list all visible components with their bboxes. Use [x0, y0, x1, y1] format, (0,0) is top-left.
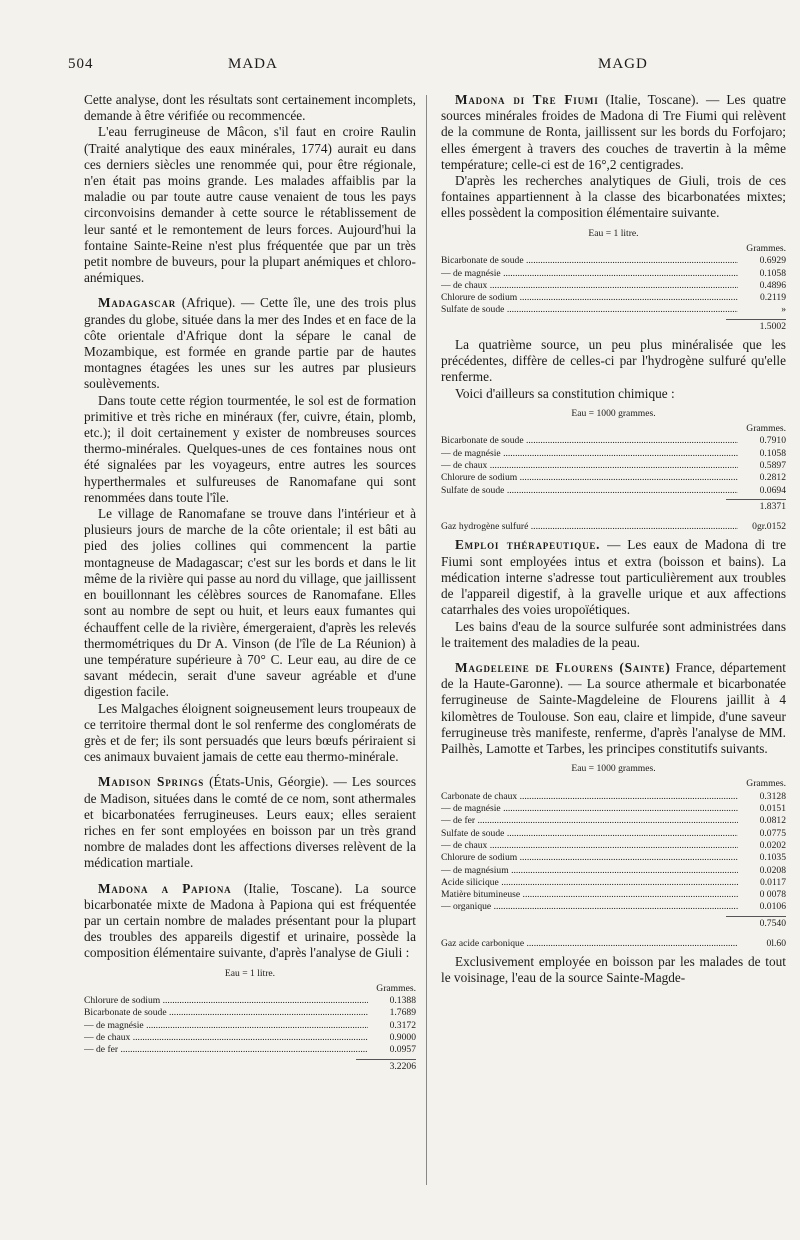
substance-name: Matière bitumineuse .....: [441, 889, 738, 901]
table-total: 3.2206: [356, 1059, 416, 1073]
substance-value: 0.0106: [759, 901, 786, 913]
table-row: [441, 840, 786, 852]
paragraph: Exclusivement employée en boisson par les malades de tout le voisinage, l'eau de la source Sainte-Magde-: [441, 954, 786, 986]
substance-name: — de magnésium .....: [441, 865, 738, 877]
substance-value: 0.2812: [759, 472, 786, 484]
table-row: [441, 901, 786, 913]
composition-table: [441, 763, 786, 950]
entry-text: (Italie, Toscane). — Les quatre sources minérales froides de Madona di Tre Fiumi qui relèvent de la commune de Ronta, jaillissent sur les bords du Forfojaro; elles émergent à travers des couches de travertin à la même température; celle-ci est de 16°,2 centigrades.: [441, 92, 786, 172]
table-row: [441, 852, 786, 864]
substance-name: Bicarbonate de soude .....: [441, 255, 738, 267]
substance-value: 0.1388: [389, 995, 416, 1007]
table-row: [441, 815, 786, 827]
substance-name: — de magnésie .....: [84, 1020, 368, 1032]
substance-name: — de chaux .....: [441, 280, 738, 292]
composition-table: [441, 408, 786, 534]
entry-title: Madona a Papiona: [98, 880, 232, 896]
table-unit: Grammes.: [746, 778, 786, 790]
substance-value: 0.0117: [759, 876, 786, 888]
table-unit: Grammes.: [376, 982, 416, 994]
entry-magdeleine: [441, 660, 786, 757]
table-row: [441, 448, 786, 460]
substance-value: 0.2119: [759, 292, 786, 304]
substance-name: — de chaux .....: [441, 460, 738, 472]
composition-table: [84, 968, 416, 1073]
substance-value: 0.1035: [759, 852, 786, 864]
table-row: [84, 1032, 416, 1044]
paragraph: Dans toute cette région tourmentée, le sol est de formation primitive et très riche en minéraux (fer, cuivre, étain, plomb, etc.); il doit certainement y exister de nombreuses sources thermo-minérales. Quelques-unes de ces fontaines nous ont été signalées par les voyageurs, entre autres les sources hyperthermales et sulfureuses de Ranomafane qui sont renommées dans toute l'île.: [84, 392, 416, 505]
entry-text: — Les eaux de Madona di tre Fiumi sont employées intus et extra (boisson et bains). La médication interne s'adresse tout particulièrement aux troubles de l'appareil digestif, à la gravelle urique et aux affections catarrhales des voies uropoïétiques.: [441, 537, 786, 618]
entry-emploi: [441, 537, 786, 618]
page-number: 504: [68, 56, 94, 72]
gas-value: 0gr.0152: [752, 521, 786, 533]
substance-name: — de magnésie .....: [441, 448, 738, 460]
substance-name: Chlorure de sodium .....: [441, 292, 738, 304]
substance-value: 0.0775: [759, 827, 786, 839]
substance-value: 0 0078: [759, 889, 786, 901]
table-row: [441, 938, 786, 950]
substance-value: 0.0957: [389, 1044, 416, 1056]
gas-value: 0l.60: [766, 937, 786, 949]
table-row: [441, 460, 786, 472]
substance-value: 0.3172: [389, 1019, 416, 1031]
column-divider: [426, 95, 427, 1185]
entry-madison: [84, 774, 416, 871]
table-row: [441, 828, 786, 840]
substance-value: 0.0208: [759, 864, 786, 876]
paragraph: D'après les recherches analytiques de Giuli, trois de ces fontaines appartiennent à la classe des bicarbonatées mixtes; elles possèdent la composition élémentaire suivante.: [441, 173, 786, 221]
paragraph: Les Malgaches éloignent soigneusement leurs troupeaux de ce territoire thermal dont le sol renferme des conglomérats de grès et de fer; ils sont persuadés que leurs bœufs périraient si ces animaux buvaient jamais de cette eau thermo-minérale.: [84, 700, 416, 765]
paragraph: Voici d'ailleurs sa constitution chimique :: [455, 385, 675, 401]
substance-value: 1.7689: [389, 1007, 416, 1019]
right-column: [441, 92, 786, 987]
table-caption: Eau = 1000 grammes.: [571, 763, 656, 775]
table-row: [441, 255, 786, 267]
substance-name: Chlorure de sodium .....: [441, 472, 738, 484]
substance-value: 0.0151: [759, 803, 786, 815]
table-row: [441, 292, 786, 304]
substance-name: Carbonate de chaux .....: [441, 791, 738, 803]
substance-name: Chlorure de sodium .....: [84, 995, 368, 1007]
table-total: 1.8371: [726, 499, 786, 513]
substance-name: — de fer .....: [441, 815, 738, 827]
table-caption: Eau = 1000 grammes.: [571, 407, 656, 419]
table-caption: Eau = 1 litre.: [588, 227, 639, 239]
table-row: [441, 435, 786, 447]
table-row: [441, 472, 786, 484]
entry-text: (Afrique). — Cette île, une des trois plus grandes du globe, située dans la mer des Indes et en face de la côte orientale d'Afrique dont la sépare le canal de Mozambique, est formée en grande partie par de hautes montagnes étagées les unes sur les autres par plusieurs soulèvements.: [84, 295, 416, 392]
substance-name: Sulfate de soude .....: [441, 485, 738, 497]
substance-name: Acide silicique .....: [441, 877, 738, 889]
entry-madagascar: [84, 295, 416, 392]
table-row: [441, 803, 786, 815]
paragraph: Le village de Ranomafane se trouve dans l'intérieur et à plusieurs jours de marche de la côte orientale; il est bâti au pied des jolies collines qui commencent la partie montagneuse de Madagascar; c'est sur les bords et dans le lit même de la rivière qui passe au nord du village, que jaillissent en bouillonnant les célèbres sources de Ranomafane. Elles sont au nombre de sept ou huit, et leurs eaux fumantes qui échauffent celle de la rivière, émergeraient, d'après les relevés thermométriques du Dr A. Vinson (de l'île de La Réunion) à une température supérieure à 70° C. Leur eau, au dire de ce savant médecin, serait d'une saveur agréable et d'une digestion facile.: [84, 506, 416, 700]
paragraph: Cette analyse, dont les résultats sont certainement incomplets, demande à être vérifiée ou recommencée.: [84, 92, 416, 124]
entry-text: (États-Unis, Géorgie). — Les sources de Madison, situées dans le comté de ce nom, sont athermales et bicarbonatées ferrugineuses. Leurs eaux; elles seraient riches en fer sont employées en boisson par un très grand nombre de malades dont les affections diverses relèvent de la médication martiale.: [84, 774, 416, 871]
table-total: 1.5002: [726, 319, 786, 333]
table-unit: Grammes.: [746, 242, 786, 254]
substance-value: 0.0694: [759, 484, 786, 496]
entry-papiona: [84, 881, 416, 962]
table-row: [441, 268, 786, 280]
substance-name: — de magnésie .....: [441, 803, 738, 815]
substance-value: 0.5897: [759, 460, 786, 471]
substance-value: 0.9000: [389, 1032, 416, 1044]
entry-title: Madison Springs: [98, 774, 205, 790]
substance-value: 0.6929: [759, 255, 786, 267]
table-row: [441, 865, 786, 877]
entry-title: Emploi thérapeutique.: [455, 537, 601, 553]
table-row: [84, 1020, 416, 1032]
entry-title: Madagascar: [98, 295, 177, 311]
substance-name: Sulfate de soude .....: [441, 828, 738, 840]
paragraph: Les bains d'eau de la source sulfurée sont administrées dans le traitement des maladies de la peau.: [441, 618, 786, 650]
substance-value: 0.0202: [759, 839, 786, 851]
table-row: [441, 889, 786, 901]
substance-name: — organique .....: [441, 901, 738, 913]
paragraph: La quatrième source, un peu plus minéralisée que les précédentes, diffère de celles-ci par l'hydrogène sulfuré qu'elle renferme.: [441, 337, 786, 385]
table-unit: Grammes.: [746, 423, 786, 435]
substance-name: Bicarbonate de soude .....: [84, 1007, 368, 1019]
substance-value: 0.3128: [759, 790, 786, 802]
substance-value: 0.1058: [759, 447, 786, 459]
entry-title: Madona di Tre Fiumi: [455, 92, 599, 107]
entry-text: (Italie, Toscane). La source bicarbonatée mixte de Madona à Papiona qui est fréquentée par un certain nombre de malades présentant pour la plupart des troubles des appareils digestif et urinaire, possède la composition élémentaire suivante, d'après l'analyse de Giuli :: [84, 880, 416, 961]
substance-value: »: [781, 304, 786, 316]
table-row: [84, 1007, 416, 1019]
table-row: [441, 521, 786, 533]
table-row: [441, 280, 786, 292]
paragraph: L'eau ferrugineuse de Mâcon, s'il faut en croire Raulin (Traité analytique des eaux minérales, 1774) aurait eu dans ces derniers siècles une renommée qui, pour être régionale, n'en était pas moins grande. Les malades affaiblis par la maladie ou par toute autre cause venaient de tous les pays circonvoisins demander à cette source le rétablissement de leur santé et le remontement de leurs forces. Aujourd'hui la fontaine Sainte-Reine n'est plus fréquentée que par un très petit nombre de buveurs, pour la plupart anémiques et chloro-anémiques.: [84, 124, 416, 286]
entry-tre-fiumi: [441, 92, 786, 173]
substance-name: Bicarbonate de soude .....: [441, 435, 738, 447]
table-row: [441, 791, 786, 803]
substance-value: 0.7910: [759, 435, 786, 447]
entry-title: Magdeleine de Flourens (Sainte): [455, 659, 671, 675]
substance-name: Chlorure de sodium .....: [441, 852, 738, 864]
substance-value: 0.1058: [759, 267, 786, 279]
substance-name: — de chaux .....: [84, 1032, 368, 1044]
gas-name: Gaz hydrogène sulfuré .....: [441, 521, 738, 533]
running-head-right: MAGD: [598, 56, 648, 72]
entry-text: France, département de la Haute-Garonne). — La source athermale et bicarbonatée ferrugineuse de Sainte-Magdeleine de Flourens jaillit à 4 kilomètres de Toulouse. Son eau, claire et limpide, d'une saveur ferrugineuse très manifeste, renferme, d'après l'analyse de MM. Pailhès, Lamotte et Tarbes, les principes constitutifs suivants.: [441, 659, 786, 756]
substance-value: 0.0812: [759, 815, 786, 827]
table-row: [84, 1044, 416, 1056]
substance-name: — de magnésie .....: [441, 268, 738, 280]
composition-table: [441, 228, 786, 333]
table-row: [441, 485, 786, 497]
substance-name: — de fer .....: [84, 1044, 368, 1056]
table-total: 0.7540: [726, 916, 786, 930]
table-row: [441, 304, 786, 316]
substance-name: Sulfate de soude .....: [441, 304, 738, 316]
substance-value: 0.4896: [759, 279, 786, 291]
substance-name: — de chaux .....: [441, 840, 738, 852]
table-row: [441, 877, 786, 889]
running-head-left: MADA: [228, 56, 278, 72]
table-caption: Eau = 1 litre.: [224, 967, 276, 979]
table-row: [84, 995, 416, 1007]
left-column: [84, 92, 416, 1077]
gas-name: Gaz acide carbonique .....: [441, 938, 738, 950]
